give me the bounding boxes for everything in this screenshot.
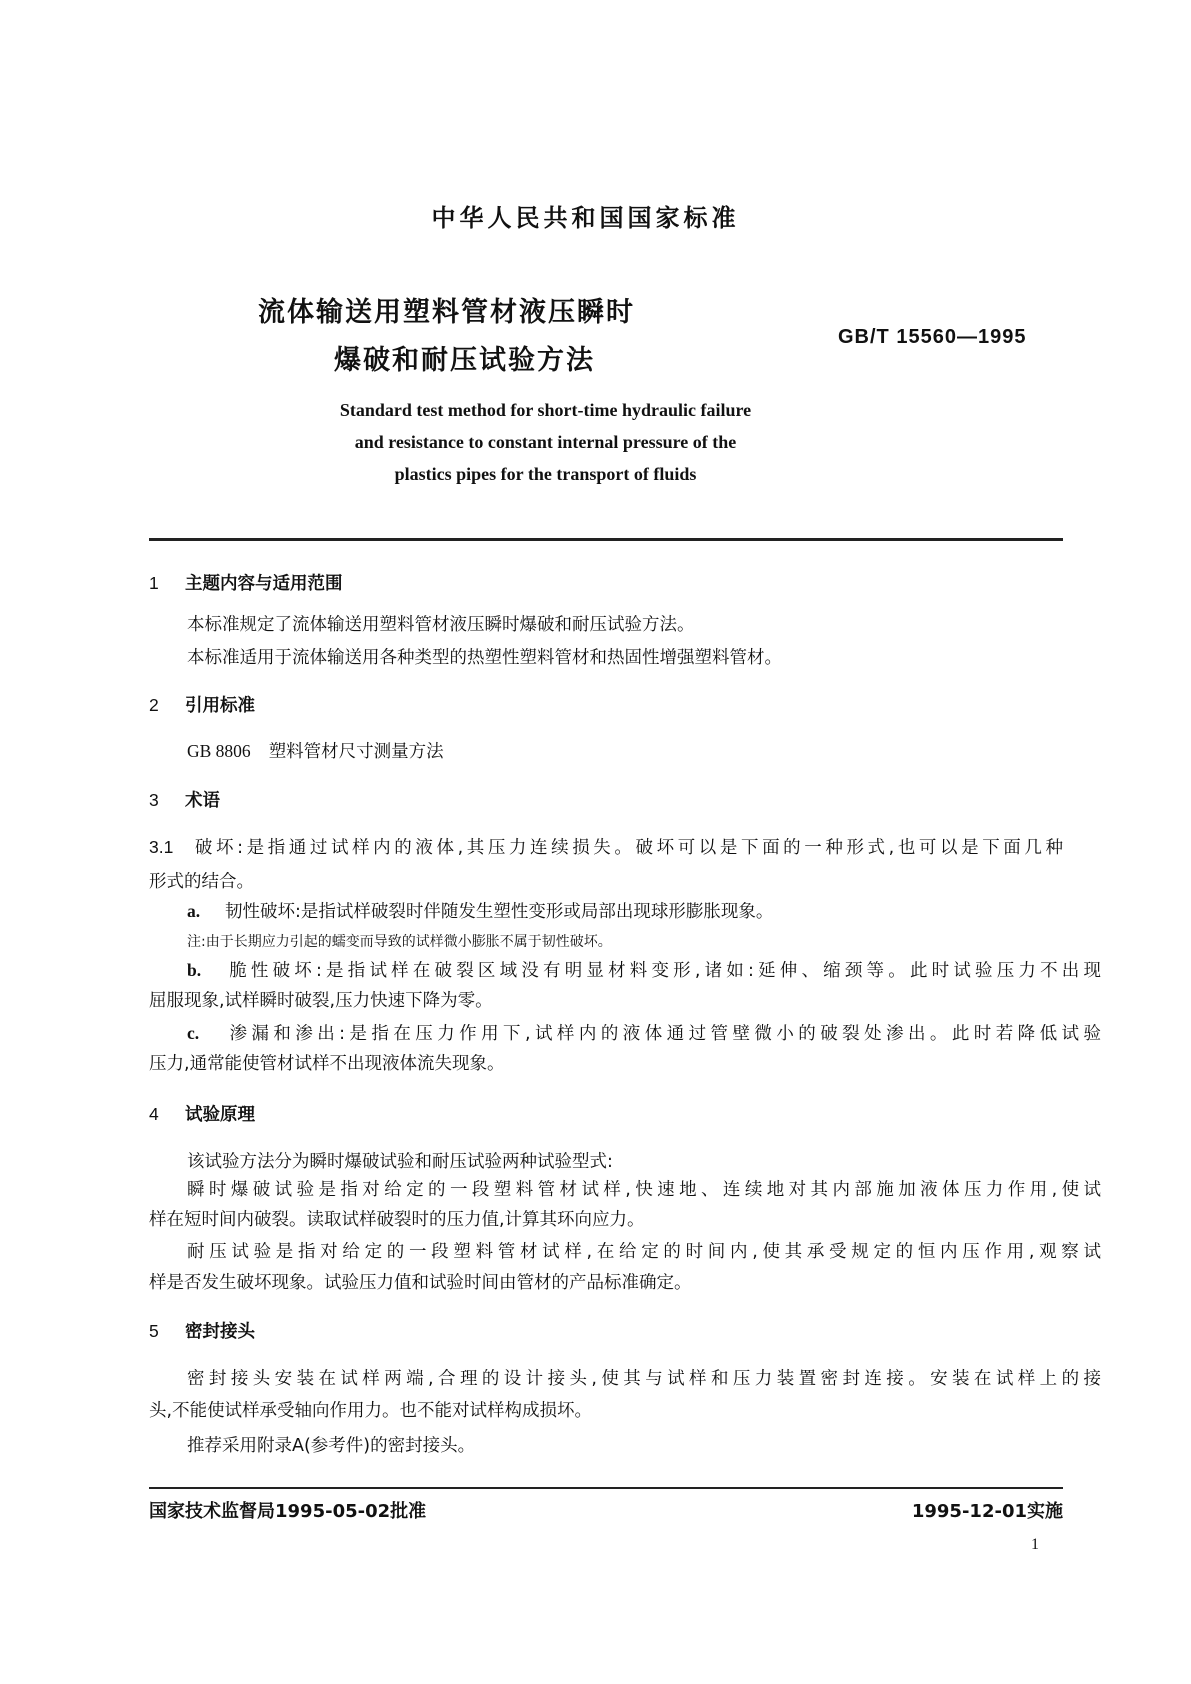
paragraph: 该试验方法分为瞬时爆破试验和耐压试验两种试验型式: <box>187 1152 613 1172</box>
paragraph: 样是否发生破坏现象。试验压力值和试验时间由管材的产品标准确定。 <box>149 1273 692 1293</box>
section-3-heading: 3 术语 <box>149 790 220 811</box>
section-2-heading: 2 引用标准 <box>149 695 255 716</box>
standard-number: GB/T 15560—1995 <box>838 326 1027 348</box>
clause-3-1-line2: 形式的结合。 <box>149 872 254 892</box>
page-number: 1 <box>1031 1536 1039 1553</box>
footer-divider <box>149 1487 1063 1489</box>
paragraph: 本标准适用于流体输送用各种类型的热塑性塑料管材和热固性增强塑料管材。 <box>187 648 782 668</box>
english-title-line3: plastics pipes for the transport of fluids <box>394 464 697 484</box>
section-5-heading: 5 密封接头 <box>149 1321 255 1342</box>
clause-a: a. 韧性破坏:是指试样破裂时伴随发生塑性变形或局部出现球形膨胀现象。 <box>187 901 774 922</box>
paragraph: 推荐采用附录A(参考件)的密封接头。 <box>187 1436 476 1456</box>
approval-date: 国家技术监督局1995-05-02批准 <box>149 1501 427 1522</box>
effective-date: 1995-12-01实施 <box>911 1501 1063 1522</box>
document-title-line2: 爆破和耐压试验方法 <box>334 345 595 376</box>
note: 注:由于长期应力引起的蠕变而导致的试样微小膨胀不属于韧性破坏。 <box>187 934 612 950</box>
country-standard-heading: 中华人民共和国国家标准 <box>431 204 740 232</box>
paragraph: 样在短时间内破裂。读取试样破裂时的压力值,计算其环向应力。 <box>149 1210 645 1230</box>
clause-c-line2: 压力,通常能使管材试样不出现液体流失现象。 <box>149 1054 505 1074</box>
clause-b-line1: b. 脆性破坏:是指试样在破裂区域没有明显材料变形,诸如:延伸、缩颈等。此时试验压力不出现 <box>187 960 1101 981</box>
section-1-heading: 1 主题内容与适用范围 <box>149 573 343 594</box>
section-4-heading: 4 试验原理 <box>149 1104 255 1125</box>
header-divider <box>149 538 1063 541</box>
paragraph: 本标准规定了流体输送用塑料管材液压瞬时爆破和耐压试验方法。 <box>187 615 695 635</box>
clause-b-line2: 屈服现象,试样瞬时破裂,压力快速下降为零。 <box>149 991 493 1011</box>
clause-c-line1: c. 渗漏和渗出:是指在压力作用下,试样内的液体通过管壁微小的破裂处渗出。此时若降低试验 <box>187 1023 1101 1044</box>
paragraph: 密封接头安装在试样两端,合理的设计接头,使其与试样和压力装置密封连接。安装在试样上的接 <box>187 1369 1101 1389</box>
paragraph: 头,不能使试样承受轴向作用力。也不能对试样构成损坏。 <box>149 1401 593 1421</box>
paragraph: 瞬时爆破试验是指对给定的一段塑料管材试样,快速地、连续地对其内部施加液体压力作用,使试 <box>187 1180 1101 1200</box>
english-title-line1: Standard test method for short-time hydraulic failure <box>339 400 752 420</box>
clause-3-1-line1: 3.1 破坏:是指通过试样内的液体,其压力连续损失。破坏可以是下面的一种形式,也可以是下面几种 <box>149 837 1063 858</box>
english-title-line2: and resistance to constant internal pressure of the <box>354 432 737 452</box>
referenced-standard: GB 8806 塑料管材尺寸测量方法 <box>187 741 444 762</box>
document-title-line1: 流体输送用塑料管材液压瞬时 <box>258 297 635 328</box>
paragraph: 耐压试验是指对给定的一段塑料管材试样,在给定的时间内,使其承受规定的恒内压作用,观察试 <box>187 1242 1101 1262</box>
